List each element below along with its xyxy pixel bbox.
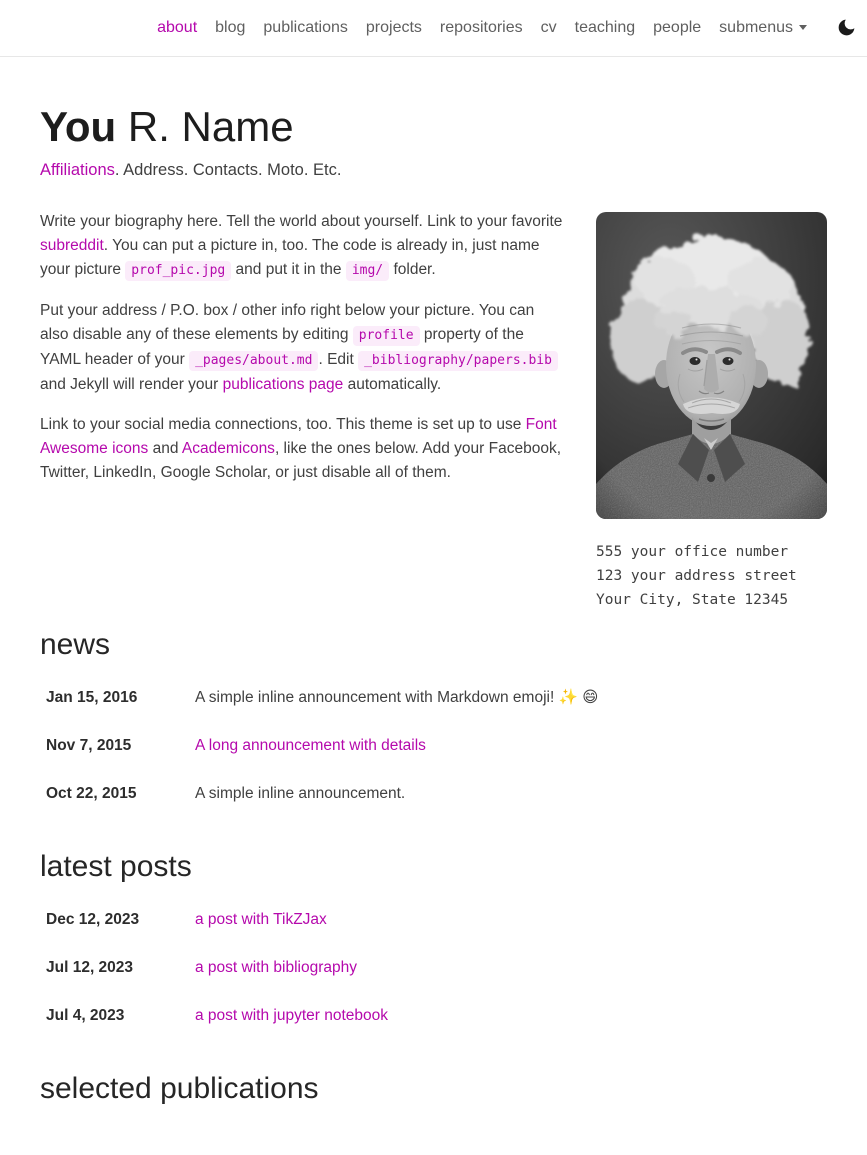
latest-posts-section	[40, 850, 827, 1026]
nav-item[interactable]: cv	[540, 19, 557, 36]
latest-posts-heading: latest posts	[40, 850, 192, 884]
inline-link[interactable]: Font Awesome icons	[40, 416, 557, 458]
news-text[interactable]: A long announcement with details	[195, 737, 426, 755]
posts-list	[40, 909, 827, 1026]
inline-link[interactable]: subreddit	[40, 237, 104, 255]
news-heading: news	[40, 628, 111, 662]
page-title	[40, 103, 827, 151]
post-date: Dec 12, 2023	[46, 911, 140, 929]
news-date: Oct 22, 2015	[46, 785, 137, 803]
inline-link[interactable]: Academicons	[181, 440, 275, 458]
profile-column	[596, 212, 827, 612]
text-run: and	[148, 440, 182, 458]
page-description	[40, 161, 827, 180]
selected-publications-heading: selected publications	[40, 1072, 319, 1106]
nav-item[interactable]: projects	[365, 19, 422, 36]
text-run: , like the ones below. Add your Facebook, Twitter, LinkedIn, Google Scholar, or just disable all of them.	[40, 440, 562, 482]
nav-item[interactable]: teaching	[574, 19, 636, 36]
news-item	[40, 735, 827, 756]
title-last-name: R. Name	[116, 103, 294, 150]
title-first-name: You	[40, 103, 117, 150]
address-line: 123 your address street	[596, 568, 797, 585]
post-link[interactable]: a post with bibliography	[195, 959, 357, 977]
selected-publications-section	[40, 1072, 827, 1105]
post-item	[40, 957, 827, 978]
text-run: automatically.	[343, 376, 442, 394]
post-link[interactable]: a post with jupyter notebook	[195, 1007, 389, 1025]
post-item	[40, 1005, 827, 1026]
nav-item[interactable]: submenus	[710, 11, 816, 45]
post-date: Jul 12, 2023	[46, 959, 134, 977]
nav-item[interactable]: publications	[263, 19, 348, 36]
text-run: folder.	[389, 261, 436, 279]
biography	[40, 210, 827, 1155]
inline-link[interactable]: publications page	[222, 376, 344, 394]
news-item	[40, 783, 827, 804]
post-item	[40, 909, 827, 930]
navbar-links	[8, 11, 816, 45]
text-run: . You can put a picture in, too. The code is already in, just name your picture	[40, 237, 540, 279]
post-header	[40, 103, 827, 180]
nav-item[interactable]: repositories	[439, 19, 523, 36]
text-run: . Edit	[318, 351, 359, 369]
dark-mode-toggle[interactable]	[824, 11, 867, 45]
nav-item[interactable]: people	[653, 19, 702, 36]
profile-photo	[596, 212, 827, 519]
moon-icon	[836, 25, 857, 42]
text-run: Put your address / P.O. box / other info right below your picture. You can also disable any of these elements by editing	[40, 302, 535, 344]
news-text: A simple inline announcement.	[195, 785, 406, 803]
address-block	[596, 540, 827, 612]
affiliations-link[interactable]: Affiliations	[40, 161, 115, 180]
description-text: . Address. Contacts. Moto. Etc.	[114, 161, 342, 180]
inline-code: profile	[353, 326, 420, 346]
inline-code: prof_pic.jpg	[125, 261, 231, 281]
text-run: Link to your social media connections, too. This theme is set up to use	[40, 416, 526, 434]
address-line: 555 your office number	[596, 544, 789, 561]
inline-code: _pages/about.md	[189, 351, 318, 371]
text-run: Write your biography here. Tell the world about yourself. Link to your favorite	[40, 213, 563, 231]
text-run: property of the YAML header of your	[40, 326, 524, 369]
news-text: A simple inline announcement with Markdown emoji! ✨ 😄	[195, 689, 599, 707]
news-list	[40, 687, 827, 804]
post-link[interactable]: a post with TikZJax	[195, 911, 327, 929]
nav-item[interactable]: blog	[215, 19, 246, 36]
news-item	[40, 687, 827, 708]
post-date: Jul 4, 2023	[46, 1007, 125, 1025]
nav-item[interactable]: about	[157, 19, 198, 36]
inline-code: _bibliography/papers.bib	[358, 351, 558, 371]
inline-code: img/	[346, 261, 389, 281]
news-date: Nov 7, 2015	[46, 737, 132, 755]
chevron-down-icon	[799, 25, 807, 30]
top-navbar	[0, 0, 867, 57]
text-run: and Jekyll will render your	[40, 376, 223, 394]
page-content	[0, 103, 867, 1155]
news-date: Jan 15, 2016	[46, 689, 138, 707]
address-line: Your City, State 12345	[596, 592, 789, 609]
text-run: and put it in the	[231, 261, 346, 279]
